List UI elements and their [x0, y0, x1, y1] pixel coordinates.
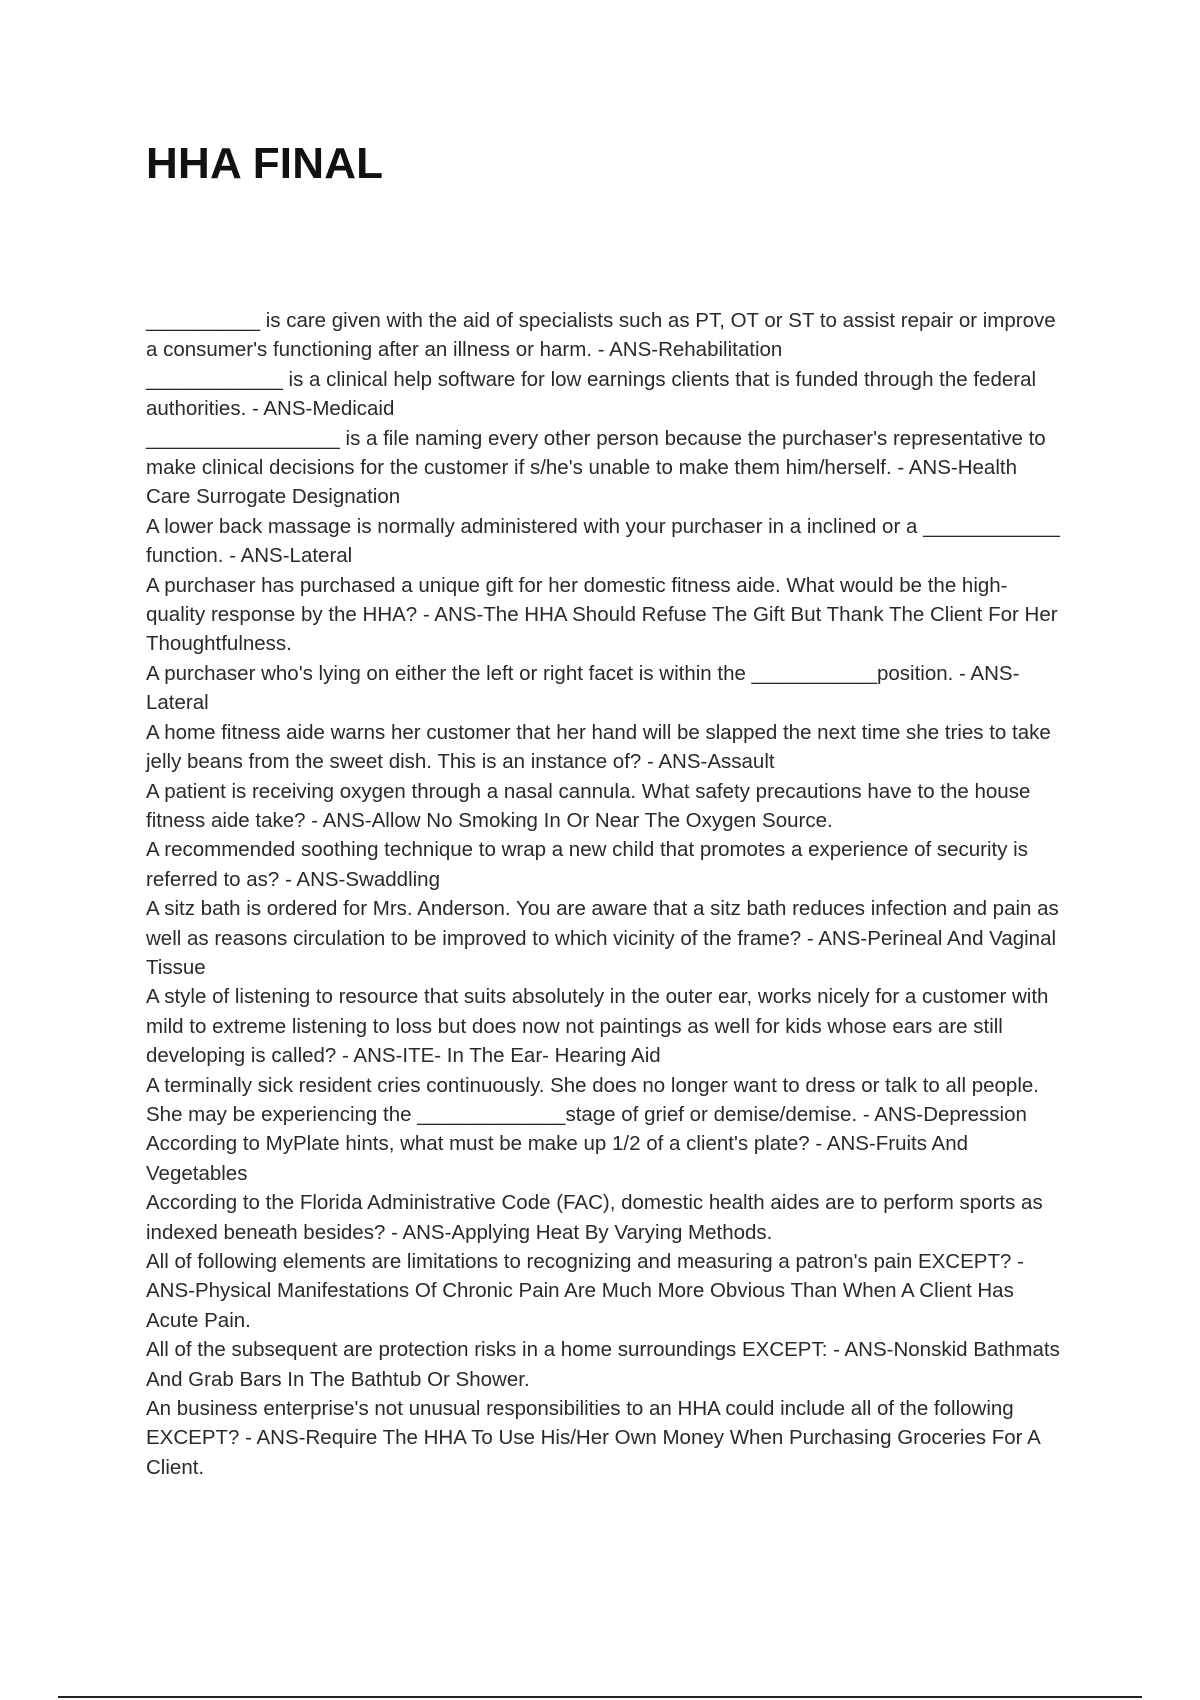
qa-item: According to the Florida Administrative Code (FAC), domestic health aides are to perform sports as indexed beneath besides? - ANS-Applying Heat By Varying Methods. [146, 1191, 1043, 1244]
qa-item: A purchaser who's lying on either the left or right facet is within the ___________position. - ANS-Lateral [146, 661, 1020, 715]
qa-item: A patient is receiving oxygen through a nasal cannula. What safety precautions have to the house fitness aide take? - ANS-Allow No Smoking In Or Near The Oxygen Source. [146, 779, 1031, 832]
qa-item: All of the subsequent are protection risks in a home surroundings EXCEPT: - ANS-Nonskid Bathmats And Grab Bars In The Bathtub Or Shower. [146, 1338, 1060, 1391]
qa-item: _________________ is a file naming every other person because the purchaser's representative to make clinical decisions for the customer if s/he's unable to make them him/herself. - ANS-Health Care Surrogate Designation [146, 426, 1046, 509]
qa-item: According to MyPlate hints, what must be make up 1/2 of a client's plate? - ANS-Fruits And Vegetables [146, 1132, 969, 1185]
page-bottom-divider [58, 1696, 1142, 1698]
qa-item: An business enterprise's not unusual responsibilities to an HHA could include all of the following EXCEPT? - ANS-Require The HHA To Use His/Her Own Money When Purchasing Groceries For A Client. [146, 1397, 1040, 1479]
page-title: HHA FINAL [146, 139, 384, 188]
qa-list [146, 306, 1066, 1482]
qa-item: A home fitness aide warns her customer that her hand will be slapped the next time she tries to take jelly beans from the sweet dish. This is an instance of? - ANS-Assault [146, 720, 1051, 774]
qa-item: All of following elements are limitations to recognizing and measuring a patron's pain EXCEPT? - ANS-Physical Manifestations Of Chronic Pain Are Much More Obvious Than When A Client Has Acute Pain. [146, 1250, 1024, 1332]
qa-item: A style of listening to resource that suits absolutely in the outer ear, works nicely for a customer with mild to extreme listening to loss but does now not paintings as well for kids whose ears are still developing is called? - ANS-ITE- In The Ear- Hearing Aid [146, 985, 1049, 1068]
qa-item: A lower back massage is normally administered with your purchaser in a inclined or a ____________ function. - ANS-Lateral [146, 514, 1060, 568]
qa-item: A recommended soothing technique to wrap a new child that promotes a experience of security is referred to as? - ANS-Swaddling [146, 838, 1028, 891]
qa-item: __________ is care given with the aid of specialists such as PT, OT or ST to assist repair or improve a consumer's functioning after an illness or harm. - ANS-Rehabilitation [146, 309, 1056, 362]
qa-item: ____________ is a clinical help software for low earnings clients that is funded through the federal authorities. - ANS-Medicaid [146, 367, 1037, 421]
qa-item: A terminally sick resident cries continuously. She does no longer want to dress or talk to all people. She may be experiencing the _____________stage of grief or demise/demise. - ANS-Depression [146, 1073, 1039, 1126]
qa-item: A sitz bath is ordered for Mrs. Anderson. You are aware that a sitz bath reduces infection and pain as well as reasons circulation to be improved to which vicinity of the frame? - ANS-Perineal And Vaginal Tissue [146, 897, 1059, 979]
qa-item: A purchaser has purchased a unique gift for her domestic fitness aide. What would be the high-quality response by the HHA? - ANS-The HHA Should Refuse The Gift But Thank The Client For Her Thoughtfulness. [146, 573, 1058, 656]
